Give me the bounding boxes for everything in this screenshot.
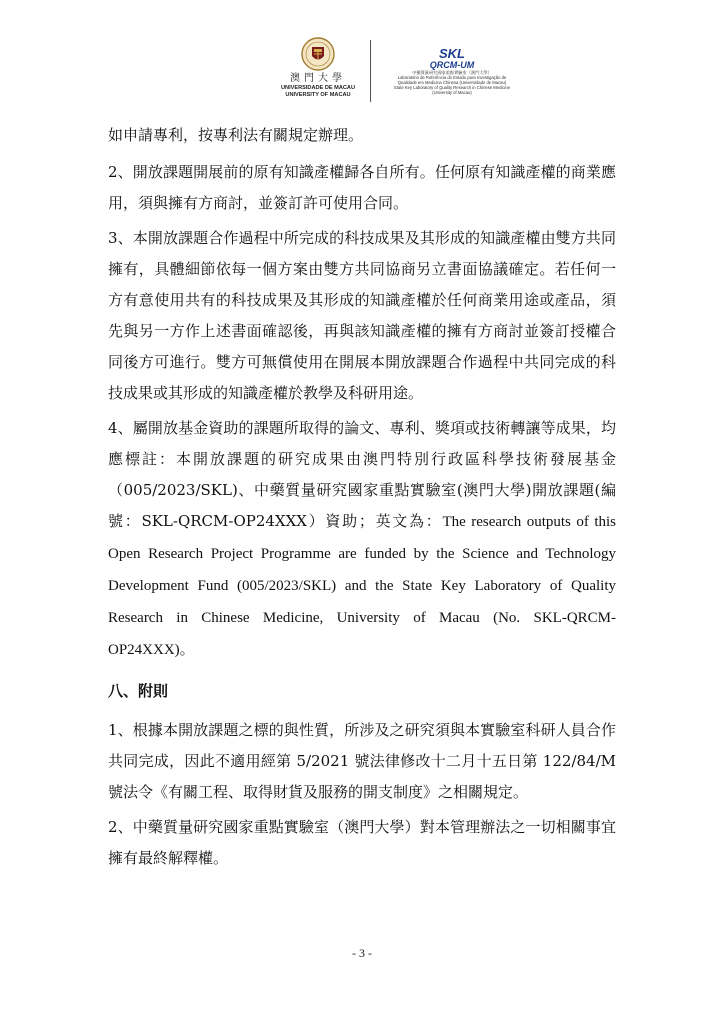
page-header	[0, 36, 724, 108]
paragraph-item-2: 2、開放課題開展前的原有知識產權歸各自所有。任何原有知識產權的商業應用，須與擁有方商討，並簽訂許可使用合同。	[108, 163, 616, 212]
um-name-portuguese: UNIVERSIDADE DE MACAU	[281, 85, 355, 91]
page-number: - 3 -	[352, 946, 372, 960]
paragraph-section8-item-1: 1、根據本開放課題之標的與性質，所涉及之研究須與本實驗室科研人員合作共同完成，因此不適用經第 5/2021 號法律修改十二月十五日第 122/84/M 號法令《有關工程、取得財貨及服務的開支制度》之相關規定。	[108, 721, 616, 801]
skl-name-chinese: 中藥質量研究國家重點實驗室（澳門大學）	[412, 70, 492, 75]
paragraph-patent-continuation: 如申請專利，按專利法有關規定辦理。	[108, 126, 364, 144]
um-crest-icon	[301, 36, 335, 72]
paragraph-section8-item-2: 2、中藥質量研究國家重點實驗室（澳門大學）對本管理辦法之一切相關事宜擁有最終解釋權。	[108, 818, 616, 867]
skl-name-english-2: (University of Macau)	[432, 90, 472, 95]
paragraph-item-3: 3、本開放課題合作過程中所完成的科技成果及其形成的知識產權由雙方共同擁有，具體細節依每一個方案由雙方共同協商另立書面協議確定。若任何一方有意使用共有的科技成果及其形成的知識產權於任何商業用途或產品，須先與另一方作上述書面確認後，再與該知識產權的擁有方商討並簽訂授權合同後方可進行。雙方可無償使用在開展本開放課題合作過程中共同完成的科技成果或其形成的知識產權於教學及科研用途。	[108, 229, 616, 402]
skl-qrcm-logo	[382, 46, 522, 95]
document-body	[108, 120, 616, 874]
university-of-macau-logo	[270, 36, 366, 99]
skl-name-portuguese-2: Qualidade em Medicina Chinesa (Universidade de Macau)	[397, 80, 507, 85]
header-divider	[370, 40, 371, 102]
skl-logo-icon	[420, 46, 484, 70]
um-name-english: UNIVERSITY OF MACAU	[285, 92, 351, 98]
skl-name-english: State Key Laboratory of Quality Research in Chinese Medicine	[393, 85, 511, 90]
item-4-chinese-text: 4、屬開放基金資助的課題所取得的論文、專利、獎項或技術轉讓等成果，均應標註：本開放課題的研究成果由澳門特別行政區科學技術發展基金（005/2023/SKL)、中藥質量研究國家重點實驗室(澳門大學)開放課題(編號：SKL-QRCM-OP24XXX）資助；英文為：	[108, 419, 616, 530]
section-heading-supplementary: 八、附則	[108, 682, 169, 700]
svg-text:QRCM-UM: QRCM-UM	[429, 60, 475, 70]
item-4-english-text: The research outputs of this Open Research Project Programme are funded by the Science and Technology Development Fund (005/2023/SKL) and the State Key Laboratory of Quality Research in Chinese Medicine, University of Macau (No. SKL-QRCM-OP24XXX)。	[108, 514, 616, 658]
um-name-chinese: 澳門大學	[290, 73, 346, 84]
svg-text:SKL: SKL	[439, 46, 465, 61]
paragraph-item-4	[108, 413, 616, 666]
skl-name-portuguese-1: Laboratório de Referência do Estado para Investigação de	[397, 75, 507, 80]
